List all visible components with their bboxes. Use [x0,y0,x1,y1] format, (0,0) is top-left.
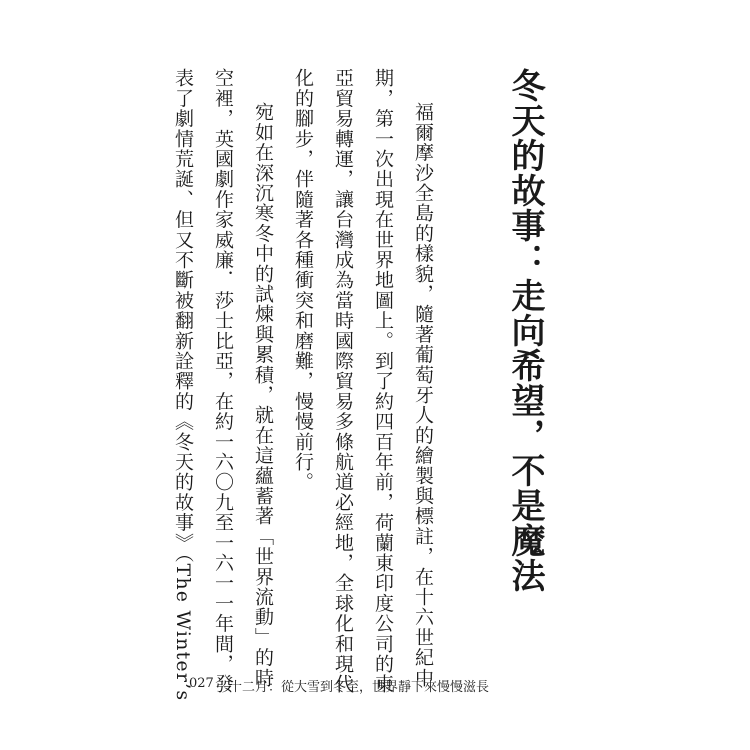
running-head: 十二月：從大雪到冬至，世界靜下來慢慢滋長 [229,680,490,695]
body-column-6: 空裡，英國劇作家威廉．莎士比亞，在約一六〇九至一六一一年間，發 [212,68,234,695]
body-column-3: 亞貿易轉運，讓台灣成為當時國際貿易多條航道必經地，全球化和現代 [332,68,354,695]
chapter-title: 冬天的故事：走向希望，不是魔法 [505,68,545,593]
body-column-2: 期，第一次出現在世界地圖上。到了約四百年前，荷蘭東印度公司的東 [372,68,394,695]
body-column-1: 福爾摩沙全島的樣貌，隨著葡萄牙人的繪製與標註，在十六世紀中 [412,102,434,688]
body-column-7: 表了劇情荒誕、但又不斷被翻新詮釋的《冬天的故事》（The Winter’s [172,68,194,702]
body-column-4: 化的腳步，伴隨著各種衝突和磨難，慢慢前行。 [292,68,314,493]
body-column-5: 宛如在深沉寒冬中的試煉與累積，就在這蘊蓄著「世界流動」的時 [252,102,274,688]
page-number: 027 [189,676,214,691]
